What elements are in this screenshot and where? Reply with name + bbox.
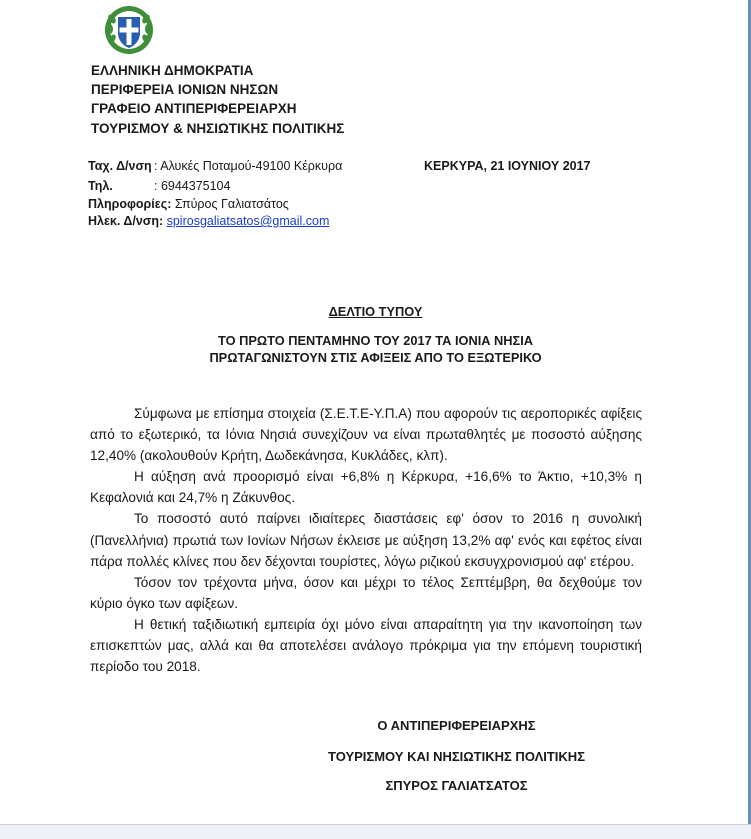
info-label: Πληροφορίες: bbox=[88, 197, 172, 211]
subtitle-line-1: ΤΟ ΠΡΩΤΟ ΠΕΝΤΑΜΗΝΟ ΤΟΥ 2017 ΤΑ ΙΟΝΙΑ ΝΗΣΙΑ bbox=[217, 333, 534, 348]
signature-title: Ο ΑΝΤΙΠΕΡΙΦΕΡΕΙΑΡΧΗΣ bbox=[377, 718, 536, 733]
hellenic-republic-emblem-icon bbox=[104, 5, 154, 55]
body-text bbox=[90, 403, 642, 677]
header-line-2: ΠΕΡΙΦΕΡΕΙΑ ΙΟΝΙΩΝ ΝΗΣΩΝ bbox=[91, 82, 279, 97]
subtitle-line-2: ΠΡΩΤΑΓΩΝΙΣΤΟΥΝ ΣΤΙΣ ΑΦΙΞΕΙΣ ΑΠΟ ΤΟ ΕΞΩΤΕΡΙΚΟ bbox=[209, 350, 542, 365]
press-release-title: ΔΕΛΤΙΟ ΤΥΠΟΥ bbox=[328, 304, 423, 319]
address-label: Ταχ. Δ/νση bbox=[88, 159, 152, 173]
signature-office: ΤΟΥΡΙΣΜΟΥ ΚΑΙ ΝΗΣΙΩΤΙΚΗΣ ΠΟΛΙΤΙΚΗΣ bbox=[328, 749, 585, 764]
date-line: ΚΕΡΚΥΡΑ, 21 ΙΟΥΝΙΟΥ 2017 bbox=[424, 159, 591, 173]
signature-name: ΣΠΥΡΟΣ ΓΑΛΙΑΤΣΑΤΟΣ bbox=[385, 778, 528, 793]
body-paragraph-2: Η αύξηση ανά προορισμό είναι +6,8% η Κέρκυρα, +16,6% το Άκτιο, +10,3% η Κεφαλονιά και 24,7% η Ζάκυνθος. bbox=[90, 469, 642, 506]
phone-label: Τηλ. bbox=[88, 179, 113, 193]
header-line-4: ΤΟΥΡΙΣΜΟΥ & ΝΗΣΙΩΤΙΚΗΣ ΠΟΛΙΤΙΚΗΣ bbox=[91, 121, 345, 136]
address-value: : Αλυκές Ποταμού-49100 Κέρκυρα bbox=[154, 159, 343, 173]
contact-email bbox=[88, 213, 329, 229]
body-paragraph-3: Το ποσοστό αυτό παίρνει ιδιαίτερες διαστάσεις εφ' όσον το 2016 η συνολική (Πανελλήνια) πρωτιά των Ιονίων Νήσων έκλεισε με αύξηση 13,2% αφ' ενός και εφέτος είναι πάρα πολλές κλίνες που δεν δέχονται τουρίστες, λόγω ριζικού εκσυγχρονισμού αφ' ετέρου. bbox=[90, 511, 642, 569]
email-link[interactable]: spirosgaliatsatos@gmail.com bbox=[166, 214, 330, 228]
header-line-1: ΕΛΛΗΝΙΚΗ ΔΗΜΟΚΡΑΤΙΑ bbox=[91, 63, 254, 78]
body-paragraph-5: Η θετική ταξιδιωτική εμπειρία όχι μόνο είναι απαραίτητη για την ικανοποίηση των επισκεπτών μας, αλλά και θα αποτελέσει ανάλογο πρόκριμα για την επόμενη τουριστική περίοδο του 2018. bbox=[90, 616, 642, 675]
info-value: Σπύρος Γαλιατσάτος bbox=[171, 197, 289, 211]
contact-info bbox=[88, 196, 289, 212]
body-paragraph-4: Τόσον τον τρέχοντα μήνα, όσον και μέχρι το τέλος Σεπτέμβρη, θα δεχθούμε τον κύριο όγκο των αφίξεων. bbox=[90, 574, 642, 611]
page-bottom-strip bbox=[0, 824, 751, 839]
header-line-3: ΓΡΑΦΕΙΟ ΑΝΤΙΠΕΡΙΦΕΡΕΙΑΡΧΗ bbox=[91, 101, 297, 116]
phone-value: : 6944375104 bbox=[154, 179, 231, 193]
contact-address bbox=[88, 158, 342, 174]
contact-phone bbox=[88, 178, 230, 194]
email-label: Ηλεκ. Δ/νση: bbox=[88, 214, 164, 228]
body-paragraph-1: Σύμφωνα με επίσημα στοιχεία (Σ.Ε.Τ.Ε-Υ.Π.Α) που αφορούν τις αεροπορικές αφίξεις από το εξωτερικό, τα Ιόνια Νησιά συνεχίζουν να είναι πρωταθλητές με ποσοστό αύξησης 12,40% (ακολουθούν Κρήτη, Δωδεκάνησα, Κυκλάδες, κλπ). bbox=[90, 406, 642, 464]
